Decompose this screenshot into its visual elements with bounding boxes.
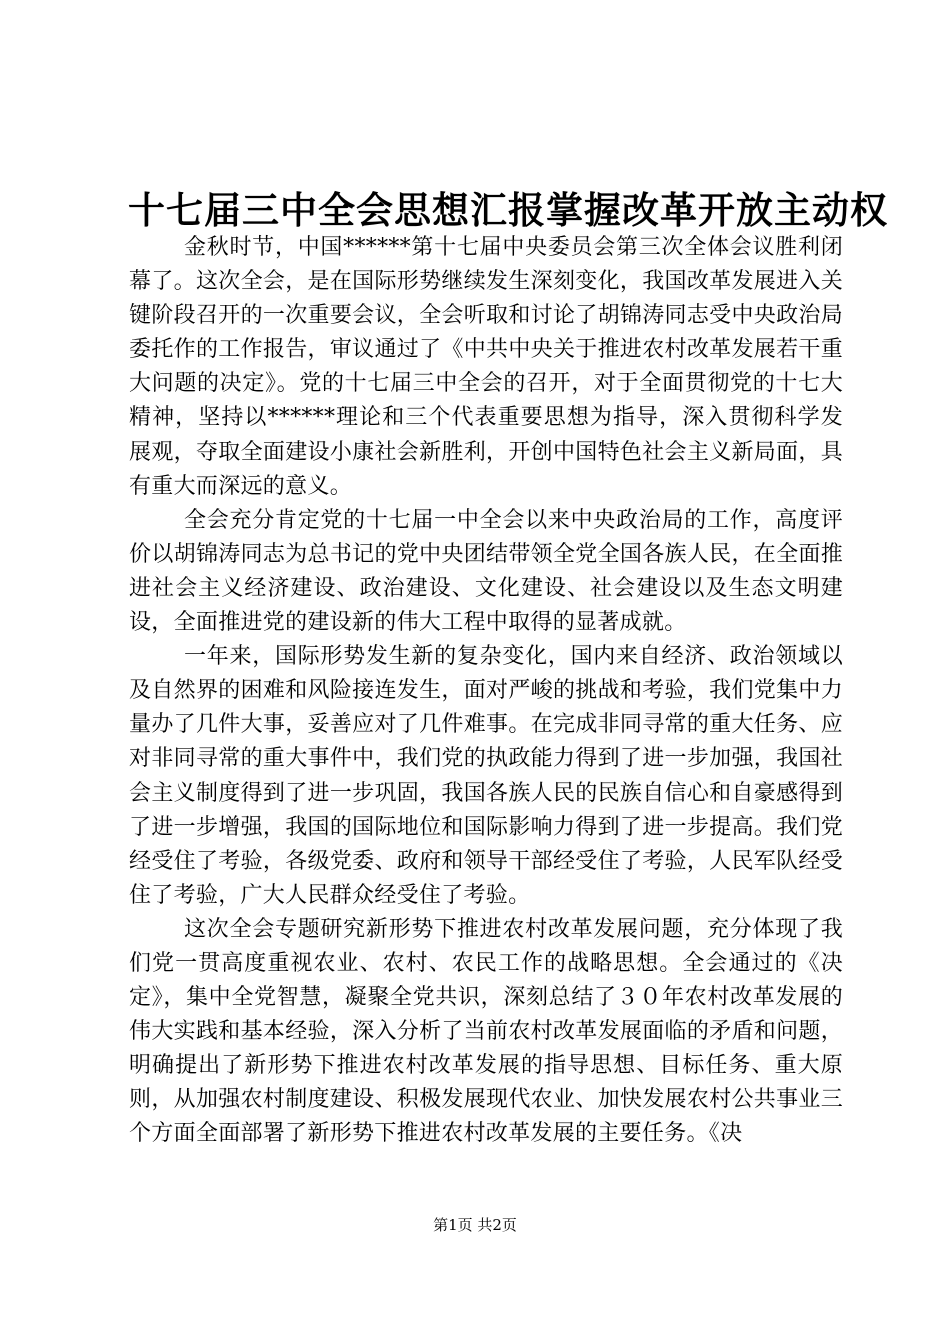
page-number-footer: 第1页 共2页	[433, 1216, 517, 1234]
paragraph-1: 金秋时节，中国******第十七届中央委员会第三次全体会议胜利闭幕了。这次全会，是在国际形势继续发生深刻变化，我国改革发展进入关键阶段召开的一次重要会议，全会听取和讨论了胡锦涛同志受中央政治局委托作的工作报告，审议通过了《中共中央关于推进农村改革发展若干重大问题的决定》。党的十七届三中全会的召开，对于全面贯彻党的十七大精神，坚持以******理论和三个代表重要思想为指导，深入贯彻科学发展观，夺取全面建设小康社会新胜利，开创中国特色社会主义新局面，具有重大而深远的意义。	[129, 235, 843, 499]
document-title: 十七届三中全会思想汇报掌握改革开放主动权	[128, 188, 888, 232]
paragraph-2: 全会充分肯定党的十七届一中全会以来中央政治局的工作，高度评价以胡锦涛同志为总书记的党中央团结带领全党全国各族人民，在全面推进社会主义经济建设、政治建设、文化建设、社会建设以及生态文明建设，全面推进党的建设新的伟大工程中取得的显著成就。	[129, 507, 843, 636]
paragraph-4: 这次全会专题研究新形势下推进农村改革发展问题，充分体现了我们党一贯高度重视农业、农村、农民工作的战略思想。全会通过的《决定》，集中全党智慧，凝聚全党共识，深刻总结了３０年农村改革发展的伟大实践和基本经验，深入分析了当前农村改革发展面临的矛盾和问题，明确提出了新形势下推进农村改革发展的指导思想、目标任务、重大原则，从加强农村制度建设、积极发展现代农业、加快发展农村公共事业三个方面全面部署了新形势下推进农村改革发展的主要任务。《决	[129, 916, 843, 1147]
paragraph-3: 一年来，国际形势发生新的复杂变化，国内来自经济、政治领域以及自然界的困难和风险接连发生，面对严峻的挑战和考验，我们党集中力量办了几件大事，妥善应对了几件难事。在完成非同寻常的重大任务、应对非同寻常的重大事件中，我们党的执政能力得到了进一步加强，我国社会主义制度得到了进一步巩固，我国各族人民的民族自信心和自豪感得到了进一步增强，我国的国际地位和国际影响力得到了进一步提高。我们党经受住了考验，各级党委、政府和领导干部经受住了考验，人民军队经受住了考验，广大人民群众经受住了考验。	[129, 644, 843, 908]
document-body	[129, 231, 843, 1152]
